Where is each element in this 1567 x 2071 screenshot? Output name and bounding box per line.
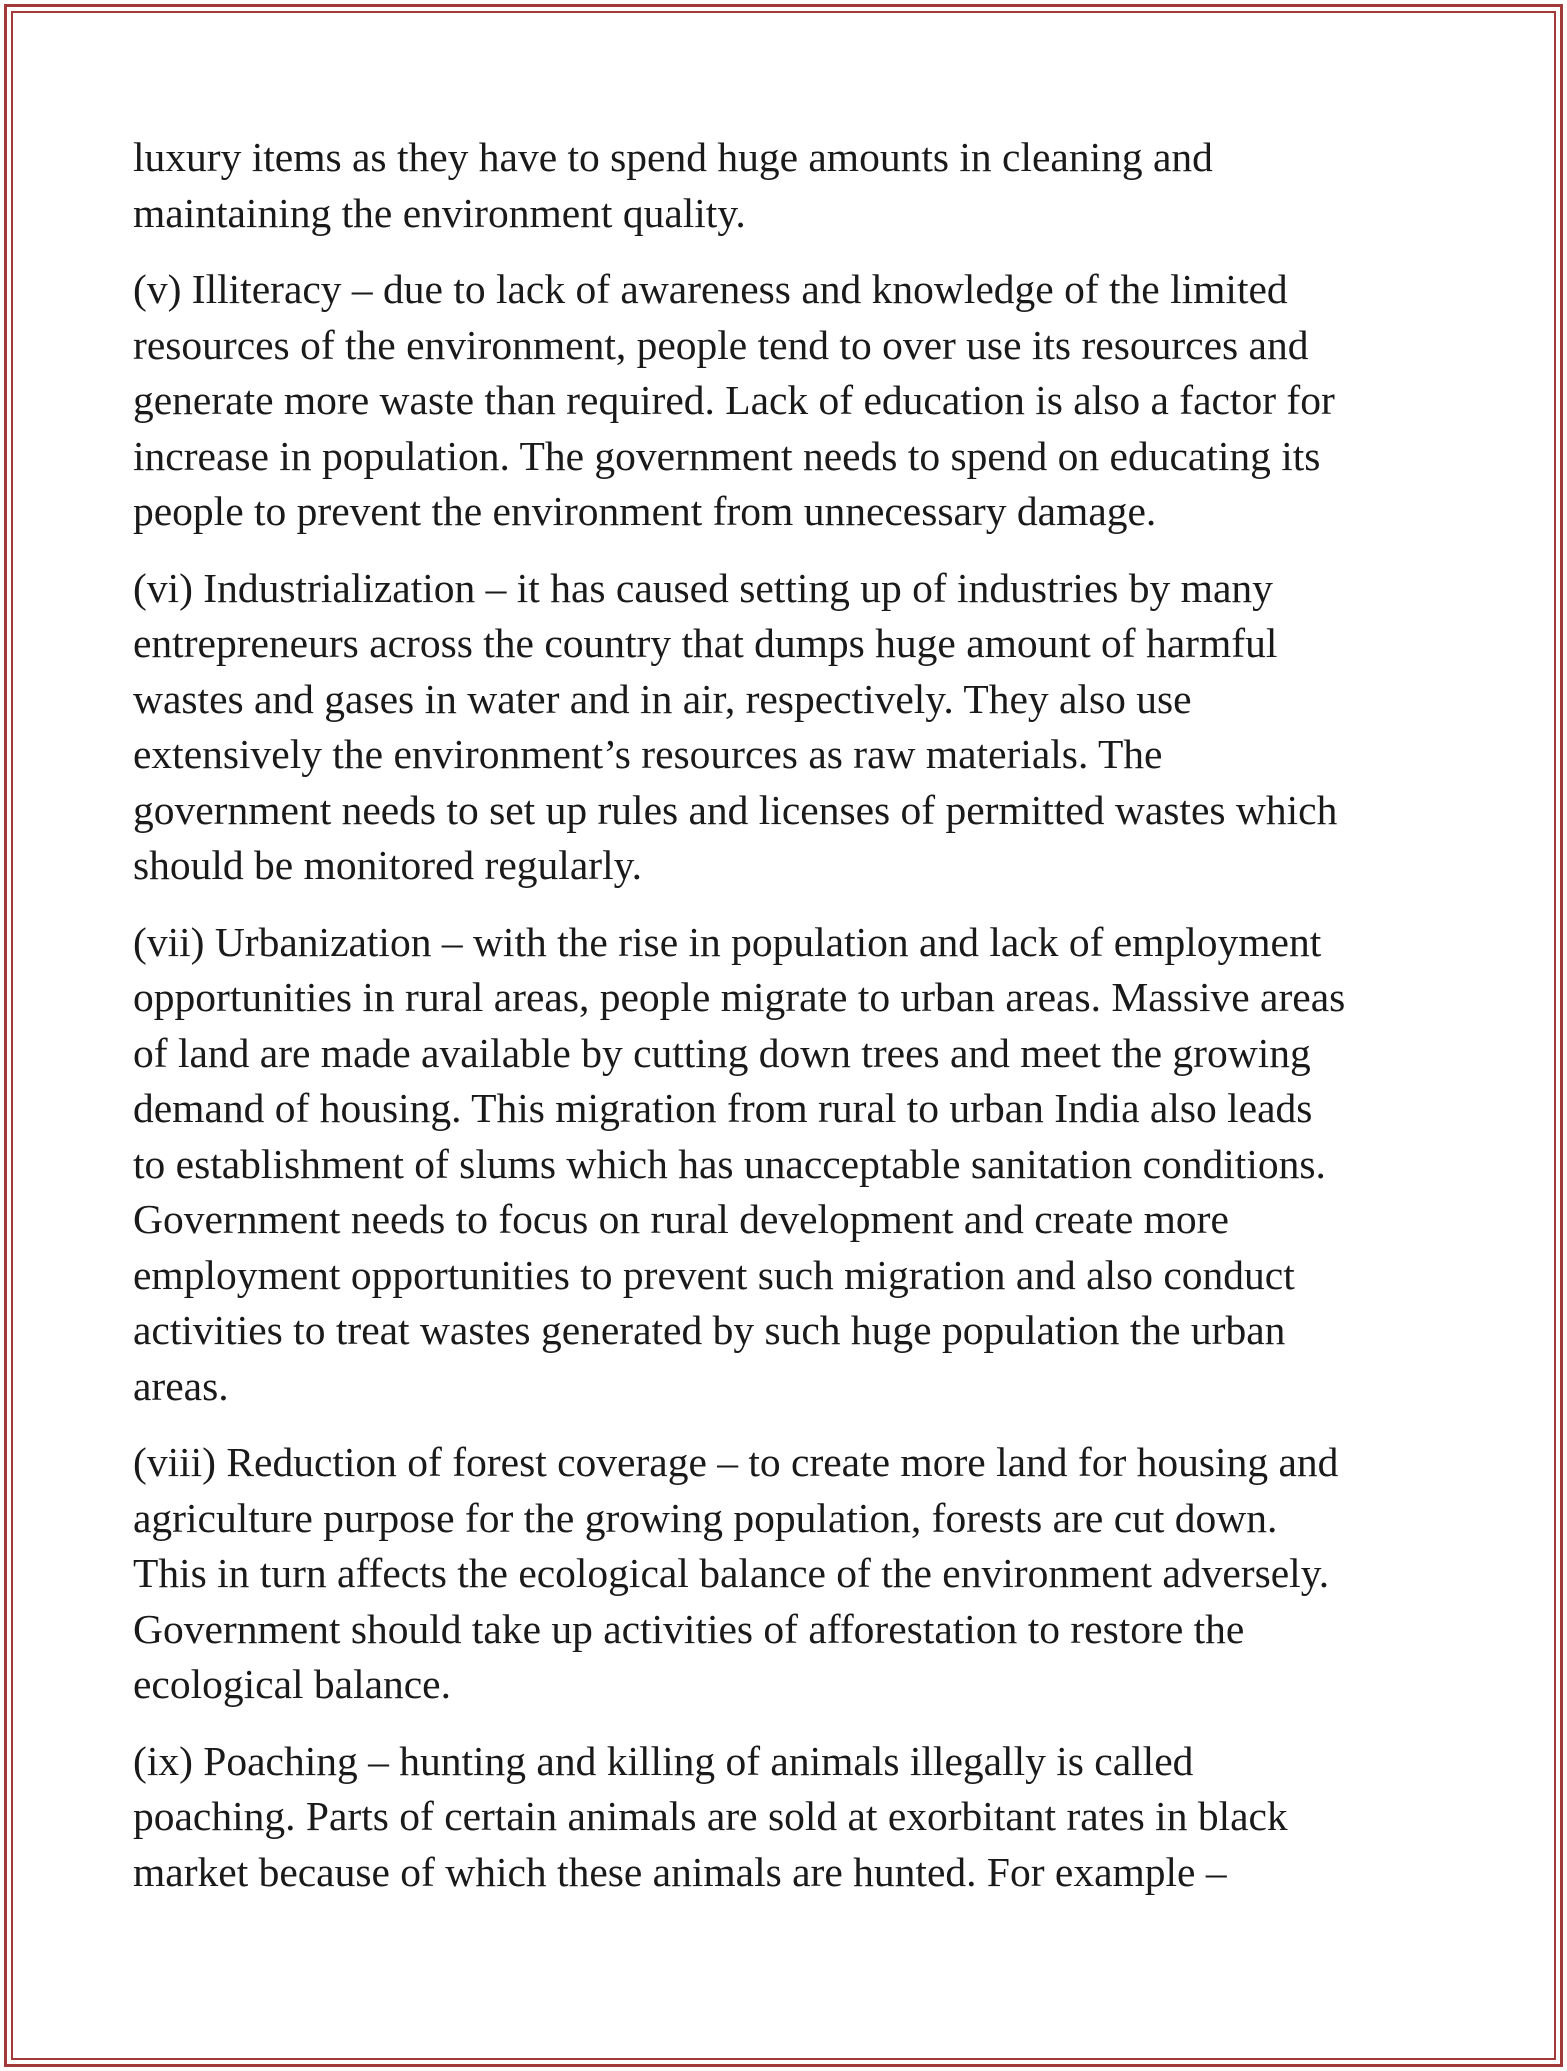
paragraph-continuation: luxury items as they have to spend huge amounts in cleaning and maintaining the environment quality. — [133, 134, 1213, 236]
paragraph-forest-coverage: (viii) Reduction of forest coverage – to create more land for housing and agriculture purpose for the growing population, forests are cut down. This in turn affects the ecological balance of the environment adversely. Government should take up activities of afforestation to restore the ecological balance. — [133, 1439, 1339, 1707]
document-body — [133, 130, 1463, 1921]
paragraph-urbanization: (vii) Urbanization – with the rise in population and lack of employment opportunities in rural areas, people migrate to urban areas. Massive areas of land are made available by cutting down trees and meet the growing demand of housing. This migration from rural to urban India also leads to establishment of slums which has unacceptable sanitation conditions. Government needs to focus on rural development and create more employment opportunities to prevent such migration and also conduct activities to treat wastes generated by such huge population the urban areas. — [133, 918, 1346, 1409]
paragraph-industrialization: (vi) Industrialization – it has caused setting up of industries by many entrepreneurs across the country that dumps huge amount of harmful wastes and gases in water and in air, respectively. They also use extensively the environment’s resources as raw materials. The government needs to set up rules and licenses of permitted wastes which should be monitored regularly. — [133, 564, 1338, 888]
paragraph-poaching: (ix) Poaching – hunting and killing of animals illegally is called poaching. Parts of certain animals are sold at exorbitant rates in black market because of which these animals are hunted. For example – — [133, 1737, 1288, 1895]
paragraph-illiteracy: (v) Illiteracy – due to lack of awareness and knowledge of the limited resources of the environment, people tend to over use its resources and generate more waste than required. Lack of education is also a factor for increase in population. The government needs to spend on educating its people to prevent the environment from unnecessary damage. — [133, 266, 1335, 534]
